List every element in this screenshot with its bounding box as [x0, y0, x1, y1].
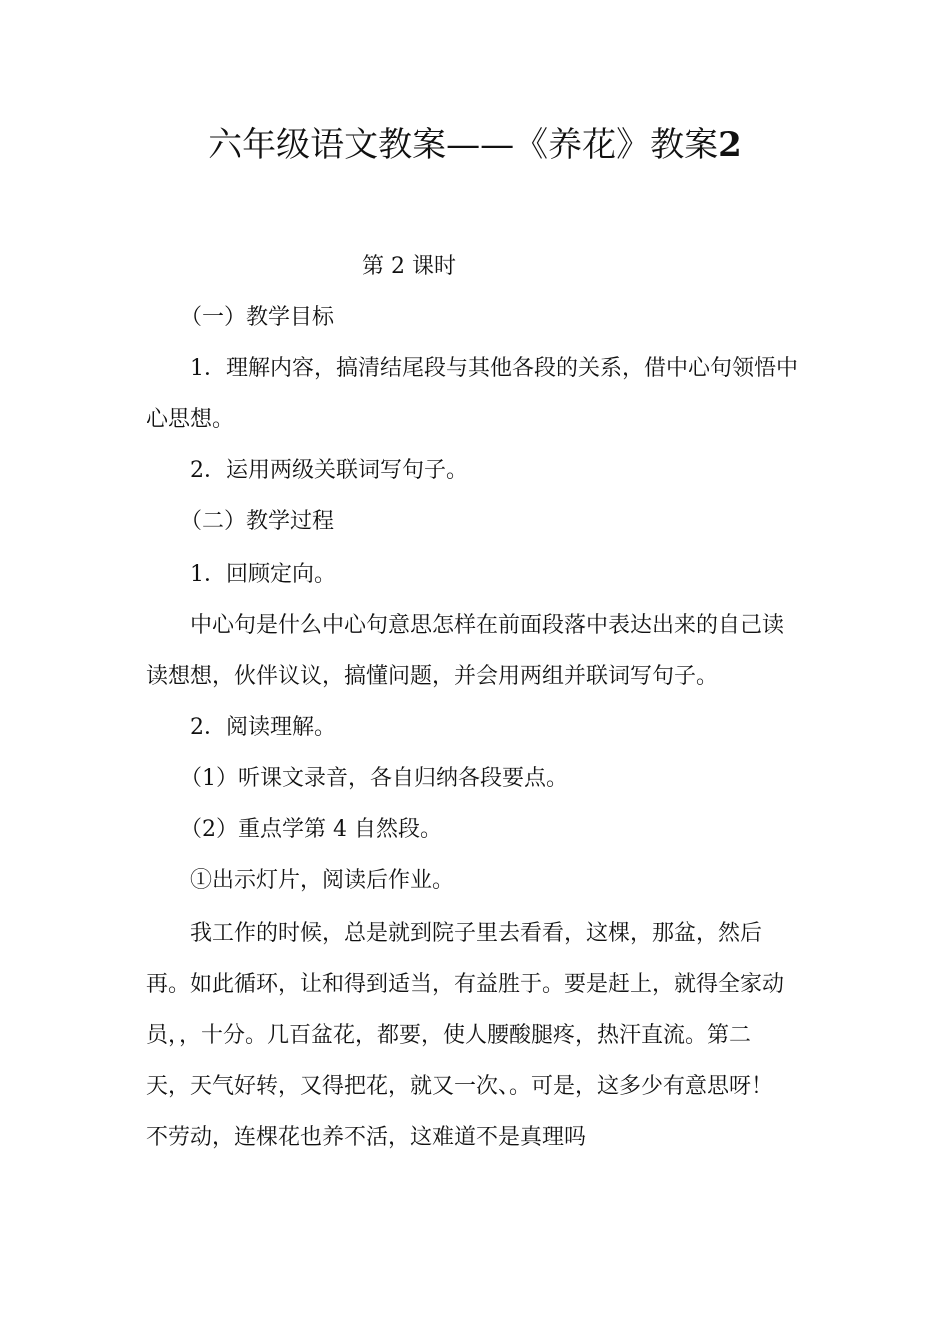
step-1-text-line-2: 读想想，伙伴议议，搞懂问题，并会用两组并联词写句子。	[146, 664, 719, 689]
passage-line-1: 我工作的时候，总是就到院子里去看看，这棵，那盆，然后	[190, 921, 763, 946]
step-1: 1．回顾定向。	[190, 562, 336, 587]
goal-1-line-1: 1．理解内容，搞清结尾段与其他各段的关系，借中心句领悟中	[190, 356, 798, 381]
step-2-sub-1: （1）听课文录音，各自归纳各段要点。	[180, 766, 568, 791]
lesson-label: 第 2 课时	[362, 254, 456, 279]
step-1-text-line-1: 中心句是什么中心句意思怎样在前面段落中表达出来的自己读	[190, 613, 785, 638]
passage-line-5: 不劳动，连棵花也养不活，这难道不是真理吗	[146, 1125, 587, 1150]
step-2-sub-2: （2）重点学第 4 自然段。	[180, 817, 442, 842]
title-number: 2	[718, 125, 742, 165]
step-2-sub-2-item: ①出示灯片，阅读后作业。	[190, 868, 455, 893]
passage-line-4: 天，天气好转，又得把花，就又一次、。可是，这多少有意思呀！	[146, 1074, 774, 1099]
title-main-text: 六年级语文教案——《养花》教案	[208, 125, 719, 165]
step-2: 2．阅读理解。	[190, 715, 336, 740]
passage-line-2: 再。如此循环，让和得到适当，有益胜于。要是赶上，就得全家动	[146, 972, 785, 997]
document-title	[0, 120, 950, 170]
section-heading-process: （二）教学过程	[180, 509, 335, 534]
goal-1-line-2: 心思想。	[146, 407, 235, 432]
goal-2: 2．运用两级关联词写句子。	[190, 458, 468, 483]
passage-line-3: 员，，十分。几百盆花，都要，使人腰酸腿疼，热汗直流。第二	[146, 1023, 752, 1048]
section-heading-goals: （一）教学目标	[180, 305, 335, 330]
